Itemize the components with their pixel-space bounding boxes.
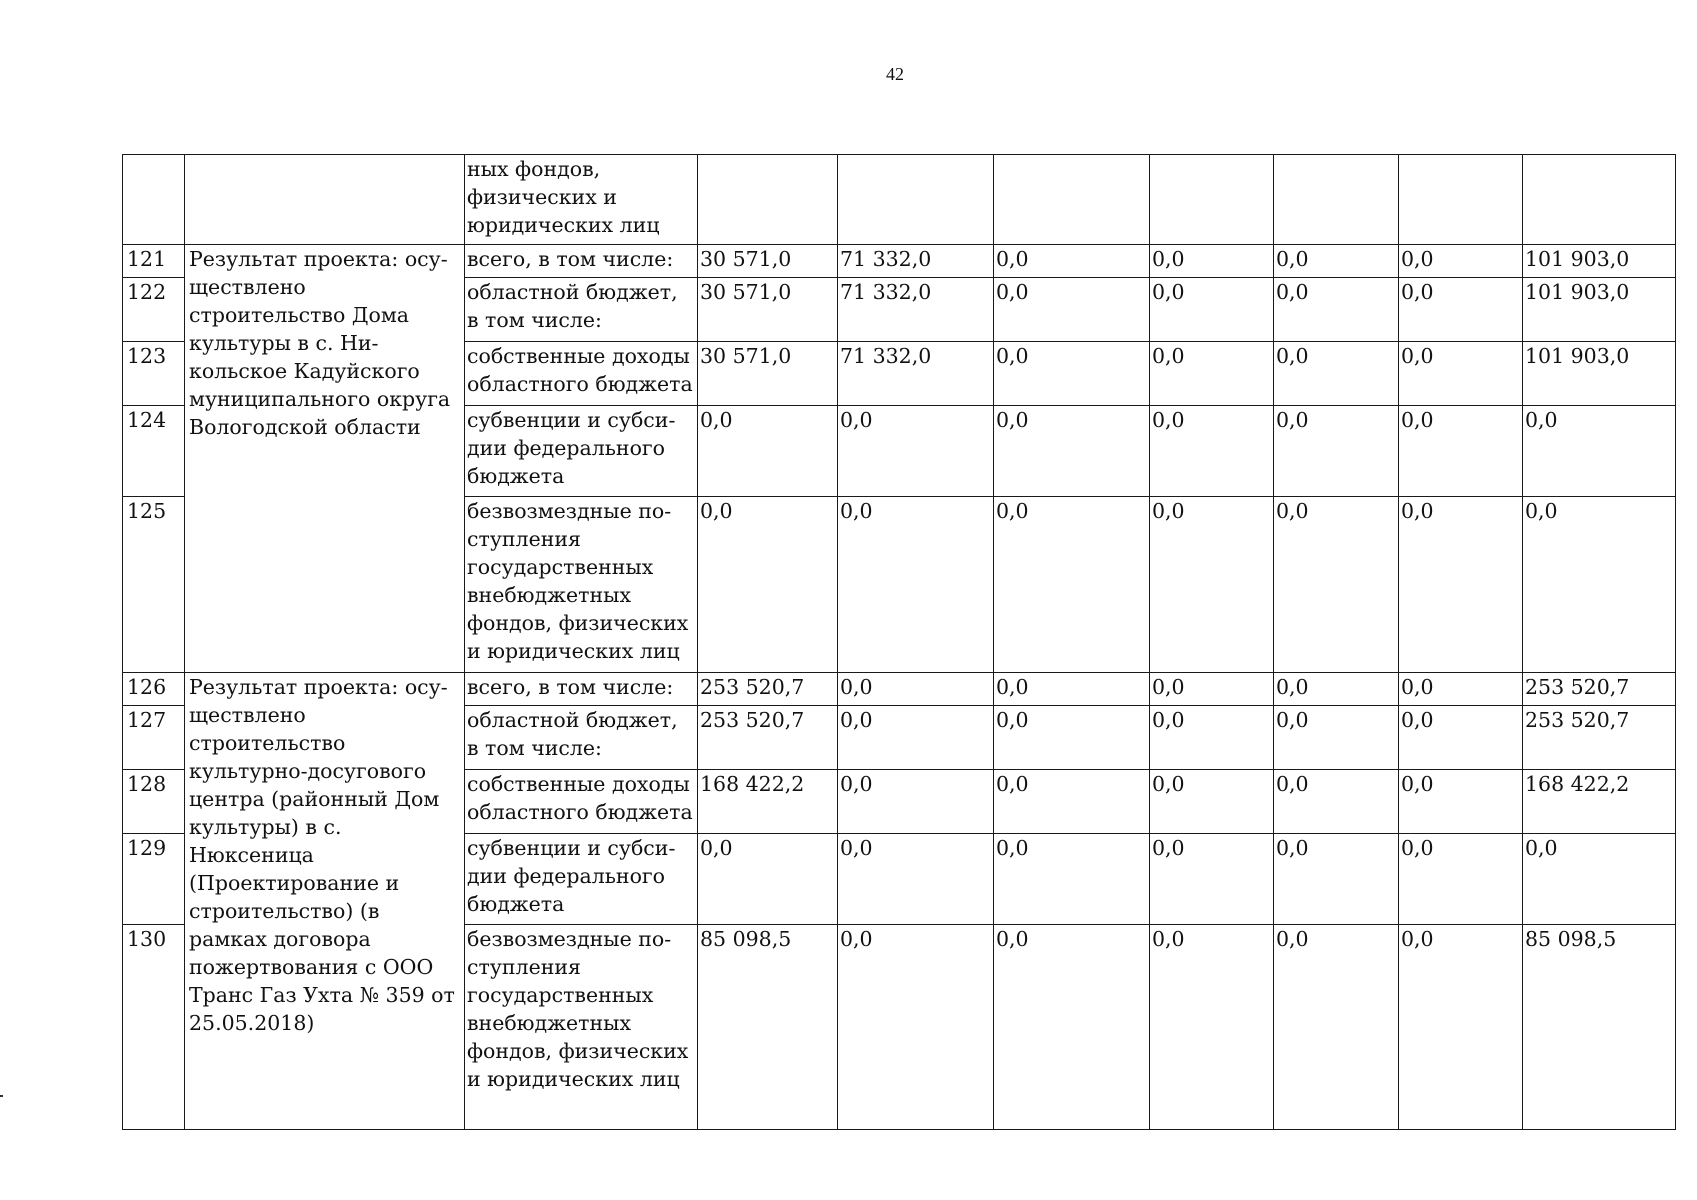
value-cell: 0,0 <box>1274 925 1399 1130</box>
value-cell: 0,0 <box>994 278 1150 342</box>
value-cell: 0,0 <box>1274 342 1399 406</box>
total-value-cell: 85 098,5 <box>1523 925 1676 1130</box>
value-cell: 0,0 <box>1399 673 1523 706</box>
scan-artifact <box>0 1095 3 1097</box>
funding-source-cell: ных фондов, физических и юридических лиц <box>465 155 698 245</box>
value-cell: 0,0 <box>994 925 1150 1130</box>
value-cell: 30 571,0 <box>698 278 838 342</box>
value-cell: 0,0 <box>994 406 1150 497</box>
value-cell: 0,0 <box>994 834 1150 925</box>
result-cell <box>185 155 465 245</box>
value-cell: 0,0 <box>994 770 1150 834</box>
value-cell: 71 332,0 <box>838 342 994 406</box>
value-cell: 85 098,5 <box>698 925 838 1130</box>
funding-source-cell: субвенции и субсидии федерального бюджета <box>465 406 698 497</box>
value-cell: 0,0 <box>994 706 1150 770</box>
value-cell: 0,0 <box>838 770 994 834</box>
value-cell: 0,0 <box>1399 497 1523 673</box>
value-cell <box>1150 155 1274 245</box>
value-cell: 253 520,7 <box>698 673 838 706</box>
value-cell: 0,0 <box>994 245 1150 278</box>
value-cell: 0,0 <box>1150 706 1274 770</box>
budget-table <box>122 154 1676 1130</box>
row-number-cell: 128 <box>123 770 185 834</box>
row-number-cell: 130 <box>123 925 185 1130</box>
value-cell: 30 571,0 <box>698 342 838 406</box>
row-number-cell: 123 <box>123 342 185 406</box>
value-cell: 0,0 <box>698 834 838 925</box>
total-value-cell: 253 520,7 <box>1523 706 1676 770</box>
value-cell: 0,0 <box>1399 770 1523 834</box>
row-number-cell: 126 <box>123 673 185 706</box>
value-cell: 0,0 <box>1399 406 1523 497</box>
value-cell: 0,0 <box>1150 834 1274 925</box>
value-cell: 0,0 <box>838 706 994 770</box>
project-result-cell: Результат проекта: осуществлено строительство культурно-досугового центра (районный Дом культуры) в с. Нюксеница (Проектирование и строительство) (в рамках договора пожертвования с ООО Транс Газ Ухта № 359 от 25.05.2018) <box>185 673 465 1130</box>
row-number-cell: 125 <box>123 497 185 673</box>
total-value-cell: 253 520,7 <box>1523 673 1676 706</box>
value-cell: 0,0 <box>1150 497 1274 673</box>
value-cell: 253 520,7 <box>698 706 838 770</box>
value-cell: 71 332,0 <box>838 278 994 342</box>
value-cell <box>994 155 1150 245</box>
value-cell: 0,0 <box>1150 245 1274 278</box>
value-cell <box>1399 155 1523 245</box>
total-value-cell: 168 422,2 <box>1523 770 1676 834</box>
total-value-cell: 0,0 <box>1523 497 1676 673</box>
value-cell: 0,0 <box>838 406 994 497</box>
total-value-cell: 101 903,0 <box>1523 342 1676 406</box>
value-cell: 0,0 <box>1274 673 1399 706</box>
total-value-cell: 0,0 <box>1523 834 1676 925</box>
value-cell: 0,0 <box>838 497 994 673</box>
row-number-cell: 121 <box>123 245 185 278</box>
value-cell: 71 332,0 <box>838 245 994 278</box>
value-cell <box>1274 155 1399 245</box>
funding-source-cell: всего, в том числе: <box>465 673 698 706</box>
table-row <box>123 245 1676 278</box>
value-cell: 0,0 <box>1274 770 1399 834</box>
value-cell: 0,0 <box>1399 706 1523 770</box>
value-cell: 0,0 <box>994 497 1150 673</box>
row-number-cell: 122 <box>123 278 185 342</box>
row-number-cell: 124 <box>123 406 185 497</box>
funding-source-cell: собственные доходы областного бюджета <box>465 342 698 406</box>
value-cell: 0,0 <box>1150 342 1274 406</box>
funding-source-cell: всего, в том числе: <box>465 245 698 278</box>
value-cell <box>698 155 838 245</box>
funding-source-cell: собственные доходы областного бюджета <box>465 770 698 834</box>
value-cell: 0,0 <box>994 342 1150 406</box>
value-cell: 0,0 <box>1150 278 1274 342</box>
funding-source-cell: безвозмездные поступления государственных внебюджетных фондов, физических и юридических лиц <box>465 497 698 673</box>
continuation-row <box>123 155 1676 245</box>
value-cell: 0,0 <box>1150 406 1274 497</box>
value-cell: 0,0 <box>1274 834 1399 925</box>
value-cell: 0,0 <box>1399 834 1523 925</box>
total-value-cell: 101 903,0 <box>1523 245 1676 278</box>
value-cell: 0,0 <box>1274 497 1399 673</box>
value-cell: 0,0 <box>838 673 994 706</box>
total-value-cell: 101 903,0 <box>1523 278 1676 342</box>
table-row <box>123 673 1676 706</box>
value-cell: 0,0 <box>698 406 838 497</box>
row-number-cell: 129 <box>123 834 185 925</box>
value-cell: 0,0 <box>1274 245 1399 278</box>
value-cell: 0,0 <box>698 497 838 673</box>
total-value-cell: 0,0 <box>1523 406 1676 497</box>
row-number-cell: 127 <box>123 706 185 770</box>
funding-source-cell: субвенции и субсидии федерального бюджета <box>465 834 698 925</box>
value-cell: 30 571,0 <box>698 245 838 278</box>
value-cell: 168 422,2 <box>698 770 838 834</box>
project-result-cell: Результат проекта: осуществлено строительство Дома культуры в с. Никольское Кадуйского муниципального округа Вологодской области <box>185 245 465 673</box>
value-cell: 0,0 <box>1399 278 1523 342</box>
value-cell: 0,0 <box>994 673 1150 706</box>
value-cell: 0,0 <box>1274 706 1399 770</box>
value-cell: 0,0 <box>1274 278 1399 342</box>
value-cell: 0,0 <box>1274 406 1399 497</box>
value-cell <box>838 155 994 245</box>
page-number: 42 <box>886 64 904 84</box>
value-cell: 0,0 <box>1150 925 1274 1130</box>
total-value-cell <box>1523 155 1676 245</box>
funding-source-cell: областной бюджет, в том числе: <box>465 278 698 342</box>
row-number-cell <box>123 155 185 245</box>
funding-source-cell: областной бюджет, в том числе: <box>465 706 698 770</box>
value-cell: 0,0 <box>1150 770 1274 834</box>
value-cell: 0,0 <box>838 925 994 1130</box>
value-cell: 0,0 <box>1150 673 1274 706</box>
value-cell: 0,0 <box>1399 342 1523 406</box>
funding-source-cell: безвозмездные поступления государственных внебюджетных фондов, физических и юридических лиц <box>465 925 698 1130</box>
value-cell: 0,0 <box>1399 245 1523 278</box>
value-cell: 0,0 <box>1399 925 1523 1130</box>
value-cell: 0,0 <box>838 834 994 925</box>
